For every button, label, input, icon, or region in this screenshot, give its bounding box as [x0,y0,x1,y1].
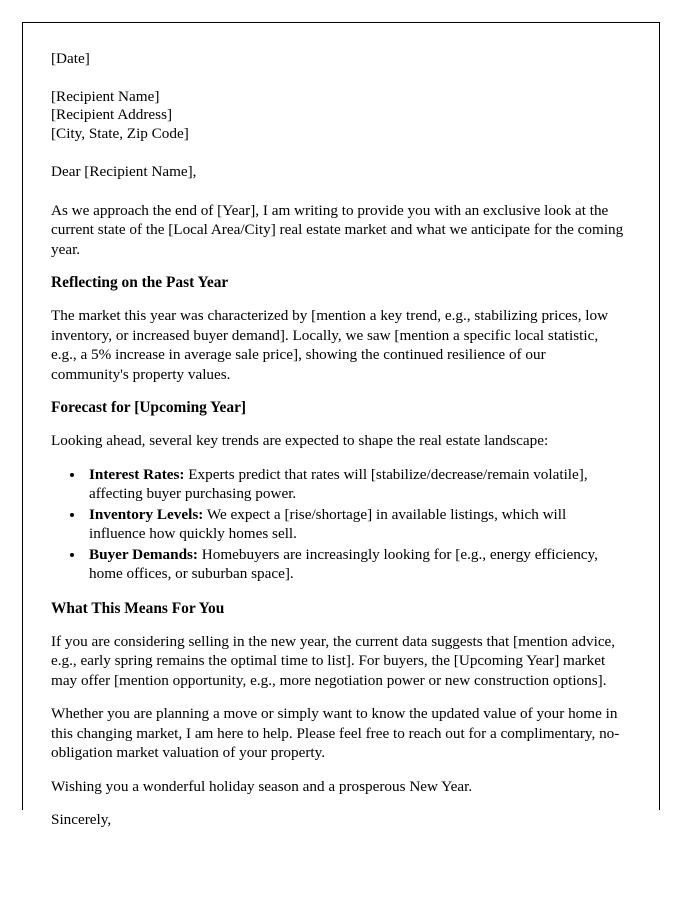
spacer [51,384,625,398]
recipient-block [51,88,625,144]
section-3-paragraph-3: Wishing you a wonderful holiday season and a prosperous New Year. [51,777,473,795]
section-3-paragraph-2: Whether you are planning a move or simply want to know the updated value of your home in this changing market, I am here to help. Please feel free to reach out for a complimentary, no-obligation market valuation of your property. [51,705,620,762]
recipient-name: [Recipient Name] [51,87,160,105]
list-item [85,465,625,504]
salutation: Dear [Recipient Name], [51,163,197,181]
document-sheet [22,22,660,829]
section-1-paragraph: The market this year was characterized by [mention a key trend, e.g., stabilizing prices, low inventory, or increased buyer demand]. Locally, we saw [mention a specific local statistic, e.g., a 5% increase in average sale price], showing the continued resilience of our community's property values. [51,307,609,383]
spacer [51,796,625,810]
spacer [51,417,625,431]
recipient-city-state-zip: [City, State, Zip Code] [51,124,189,142]
section-2-paragraph: Looking ahead, several key trends are expected to shape the real estate landscape: [51,432,549,450]
document-content [23,23,659,829]
recipient-address: [Recipient Address] [51,106,173,124]
spacer [51,618,625,632]
spacer [51,690,625,704]
spacer [51,585,625,599]
spacer [51,763,625,777]
closing-clipped-region [51,810,625,829]
bullet-text: Homebuyers are increasingly looking for [e.g., energy efficiency, home offices, or suburban space]. [89,545,598,583]
section-3-paragraph-1: If you are considering selling in the new year, the current data suggests that [mention advice, e.g., early spring remains the optimal time to list]. For buyers, the [Upcoming Year] market may offer [mention opportunity, e.g., more negotiation power or new construction options]. [51,632,616,689]
spacer [51,69,625,88]
section-3-heading: What This Means For You [51,599,225,617]
spacer [51,292,625,306]
forecast-bullet-list [51,465,625,584]
spacer [51,259,625,273]
bullet-lead: Inventory Levels: [89,505,204,523]
spacer [51,182,625,201]
spacer [51,451,625,465]
section-1-heading: Reflecting on the Past Year [51,274,229,292]
bullet-text: We expect a [rise/shortage] in available listings, which will influence how quickly homes sell. [89,505,567,543]
bullet-lead: Interest Rates: [89,465,185,483]
spacer [51,143,625,162]
closing: Sincerely, [51,811,112,829]
bullet-text: Experts predict that rates will [stabilize/decrease/remain volatile], affecting buyer purchasing power. [89,465,588,503]
bullet-lead: Buyer Demands: [89,545,198,563]
list-item [85,545,625,584]
date-placeholder: [Date] [51,50,90,67]
list-item [85,505,625,544]
section-2-heading: Forecast for [Upcoming Year] [51,399,247,417]
intro-paragraph: As we approach the end of [Year], I am writing to provide you with an exclusive look at the current state of the [Local Area/City] real estate market and what we anticipate for the coming year. [51,201,624,258]
